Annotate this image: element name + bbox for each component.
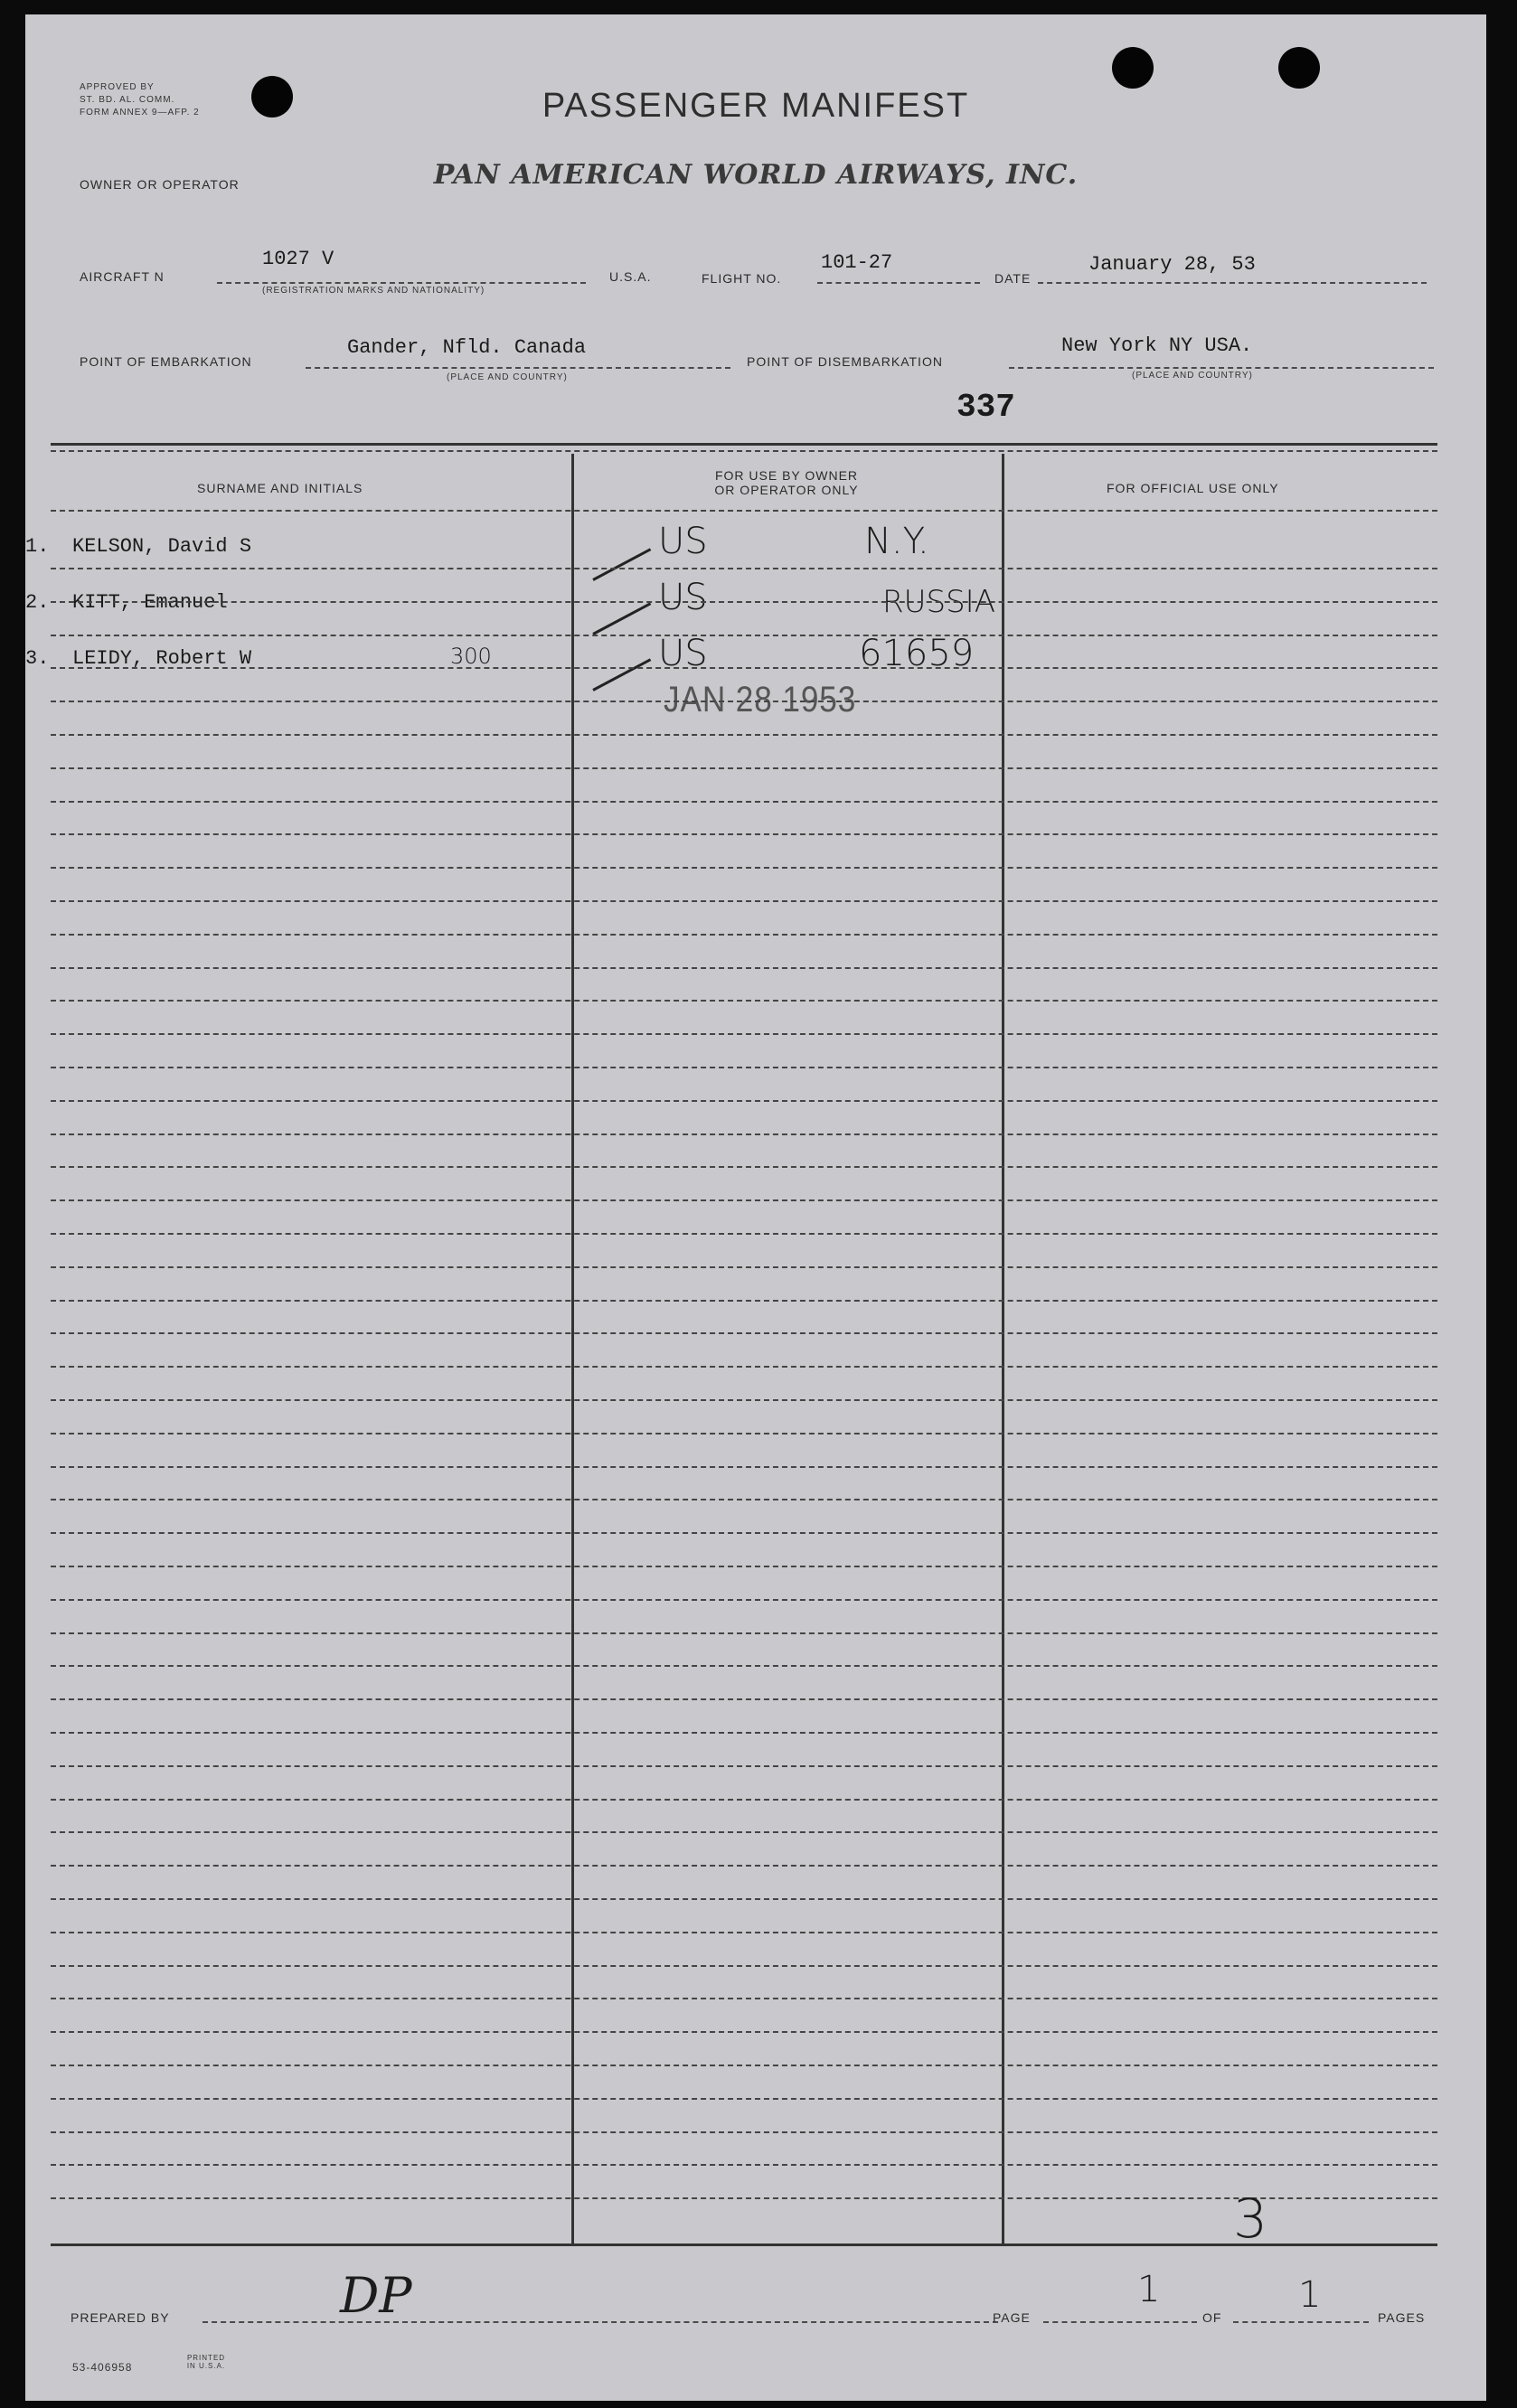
row-rule (51, 1831, 1437, 1833)
row-rule (51, 1266, 1437, 1268)
disembarkation-value: New York NY USA. (1061, 334, 1253, 357)
table-header-rule (51, 510, 1437, 512)
row-rule (51, 2164, 1437, 2166)
table-top-rule-2 (51, 450, 1437, 452)
disembarkation-sub-label: (PLACE AND COUNTRY) (1132, 371, 1253, 381)
page-value: 1 (1137, 2269, 1161, 2310)
date-underline (1038, 282, 1427, 284)
column-header-owner-use: FOR USE BY OWNER OR OPERATOR ONLY (714, 468, 859, 497)
row-rule (51, 1698, 1437, 1700)
pages-label: PAGES (1378, 2310, 1426, 2325)
date-value: January 28, 53 (1088, 253, 1256, 276)
row-rule (51, 635, 1437, 636)
signature: DP (340, 2267, 412, 2324)
row-rule (51, 801, 1437, 803)
row-rule (51, 1133, 1437, 1135)
handwritten-total: 3 (1233, 2187, 1268, 2251)
row-rule (51, 767, 1437, 769)
passenger-nationality: US (658, 633, 708, 674)
row-rule (51, 1033, 1437, 1035)
check-mark (592, 602, 651, 635)
row-rule (51, 1233, 1437, 1235)
passenger-name: LEIDY, Robert W (72, 647, 252, 670)
passenger-note: N.Y. (864, 521, 929, 562)
row-rule (51, 1166, 1437, 1168)
country-label: U.S.A. (609, 269, 652, 284)
embarkation-underline (306, 367, 730, 369)
row-rule (51, 1466, 1437, 1468)
row-rule (51, 1665, 1437, 1667)
aircraft-label: AIRCRAFT N (80, 269, 165, 284)
row-rule (51, 967, 1437, 969)
row-rule (51, 1332, 1437, 1334)
row-rule (51, 1965, 1437, 1967)
row-rule (51, 1499, 1437, 1500)
row-rule (51, 601, 1437, 603)
row-rule (51, 568, 1437, 569)
row-rule (51, 1433, 1437, 1434)
row-rule (51, 934, 1437, 936)
row-rule (51, 2031, 1437, 2033)
row-rule (51, 867, 1437, 869)
embarkation-label: POINT OF EMBARKATION (80, 354, 252, 369)
table-top-rule (51, 443, 1437, 446)
passenger-name: KITT, Emanuel (72, 591, 228, 614)
row-rule (51, 667, 1437, 669)
aircraft-underline (217, 282, 586, 284)
embarkation-sub-label: (PLACE AND COUNTRY) (447, 372, 568, 382)
manifest-title: PASSENGER MANIFEST (542, 87, 970, 125)
column-divider-2 (1002, 454, 1004, 2245)
passenger-nationality: US (658, 577, 708, 618)
punch-hole-right-1 (1112, 47, 1154, 89)
row-rule (51, 1765, 1437, 1767)
row-rule (51, 2098, 1437, 2100)
row-rule (51, 1067, 1437, 1068)
disembarkation-underline (1009, 367, 1434, 369)
passenger-number: 2. (25, 591, 50, 614)
row-rule (51, 1599, 1437, 1601)
row-rule (51, 1566, 1437, 1567)
row-rule (51, 1932, 1437, 1933)
row-rule (51, 1998, 1437, 1999)
row-rule (51, 1399, 1437, 1401)
disembarkation-label: POINT OF DISEMBARKATION (747, 354, 943, 369)
row-rule (51, 1100, 1437, 1102)
row-rule (51, 1000, 1437, 1002)
passenger-note: 61659 (859, 633, 975, 674)
date-stamp: JAN 28 1953 (664, 680, 857, 720)
embarkation-value: Gander, Nfld. Canada (347, 336, 587, 359)
owner-label: OWNER OR OPERATOR (80, 177, 240, 192)
row-rule (51, 900, 1437, 902)
aircraft-sub-label: (REGISTRATION MARKS AND NATIONALITY) (262, 286, 485, 296)
row-rule (51, 701, 1437, 702)
row-rule (51, 1632, 1437, 1634)
check-mark (592, 548, 651, 580)
row-rule (51, 1799, 1437, 1801)
of-value: 1 (1298, 2274, 1322, 2316)
row-rule (51, 1366, 1437, 1368)
flight-underline (817, 282, 980, 284)
manifest-sheet (25, 14, 1486, 2401)
row-rule (51, 1865, 1437, 1867)
row-rule (51, 833, 1437, 835)
column-header-surname: SURNAME AND INITIALS (197, 481, 363, 495)
passenger-nationality: US (658, 521, 708, 562)
passenger-number: 3. (25, 647, 50, 670)
prepared-by-label: PREPARED BY (71, 2310, 170, 2325)
row-rule (51, 2197, 1437, 2199)
check-mark (592, 658, 651, 691)
passenger-number: 1. (25, 535, 50, 558)
column-divider-1 (571, 454, 574, 2245)
form-number: 53-406958 (72, 2361, 133, 2374)
printed-note: PRINTED IN U.S.A. (186, 2354, 226, 2370)
row-rule (51, 1898, 1437, 1900)
page-label: PAGE (993, 2310, 1031, 2325)
of-underline (1233, 2321, 1369, 2323)
aircraft-value: 1027 V (262, 248, 334, 270)
row-rule (51, 734, 1437, 736)
column-header-official: FOR OFFICIAL USE ONLY (1107, 481, 1279, 495)
row-rule (51, 1199, 1437, 1201)
row-rule (51, 2131, 1437, 2133)
punch-hole-right-2 (1278, 47, 1320, 89)
row-rule (51, 1732, 1437, 1734)
approval-note: APPROVED BY ST. BD. AL. COMM. FORM ANNEX 9—AFP. 2 (80, 82, 200, 118)
row-rule (51, 1532, 1437, 1534)
flight-value: 101-27 (821, 251, 893, 274)
date-label: DATE (994, 271, 1032, 286)
of-label: OF (1202, 2310, 1222, 2325)
passenger-extra: 300 (450, 644, 492, 669)
manifest-count: 337 (956, 389, 1015, 426)
table-bottom-rule (51, 2243, 1437, 2246)
prepared-by-underline (203, 2321, 998, 2323)
passenger-name: KELSON, David S (72, 535, 252, 558)
flight-label: FLIGHT NO. (702, 271, 782, 286)
passenger-note: RUSSIA (882, 584, 995, 620)
row-rule (51, 1300, 1437, 1302)
page-underline (1043, 2321, 1197, 2323)
row-rule (51, 2065, 1437, 2066)
airline-name: PAN AMERICAN WORLD AIRWAYS, INC. (433, 159, 1079, 191)
